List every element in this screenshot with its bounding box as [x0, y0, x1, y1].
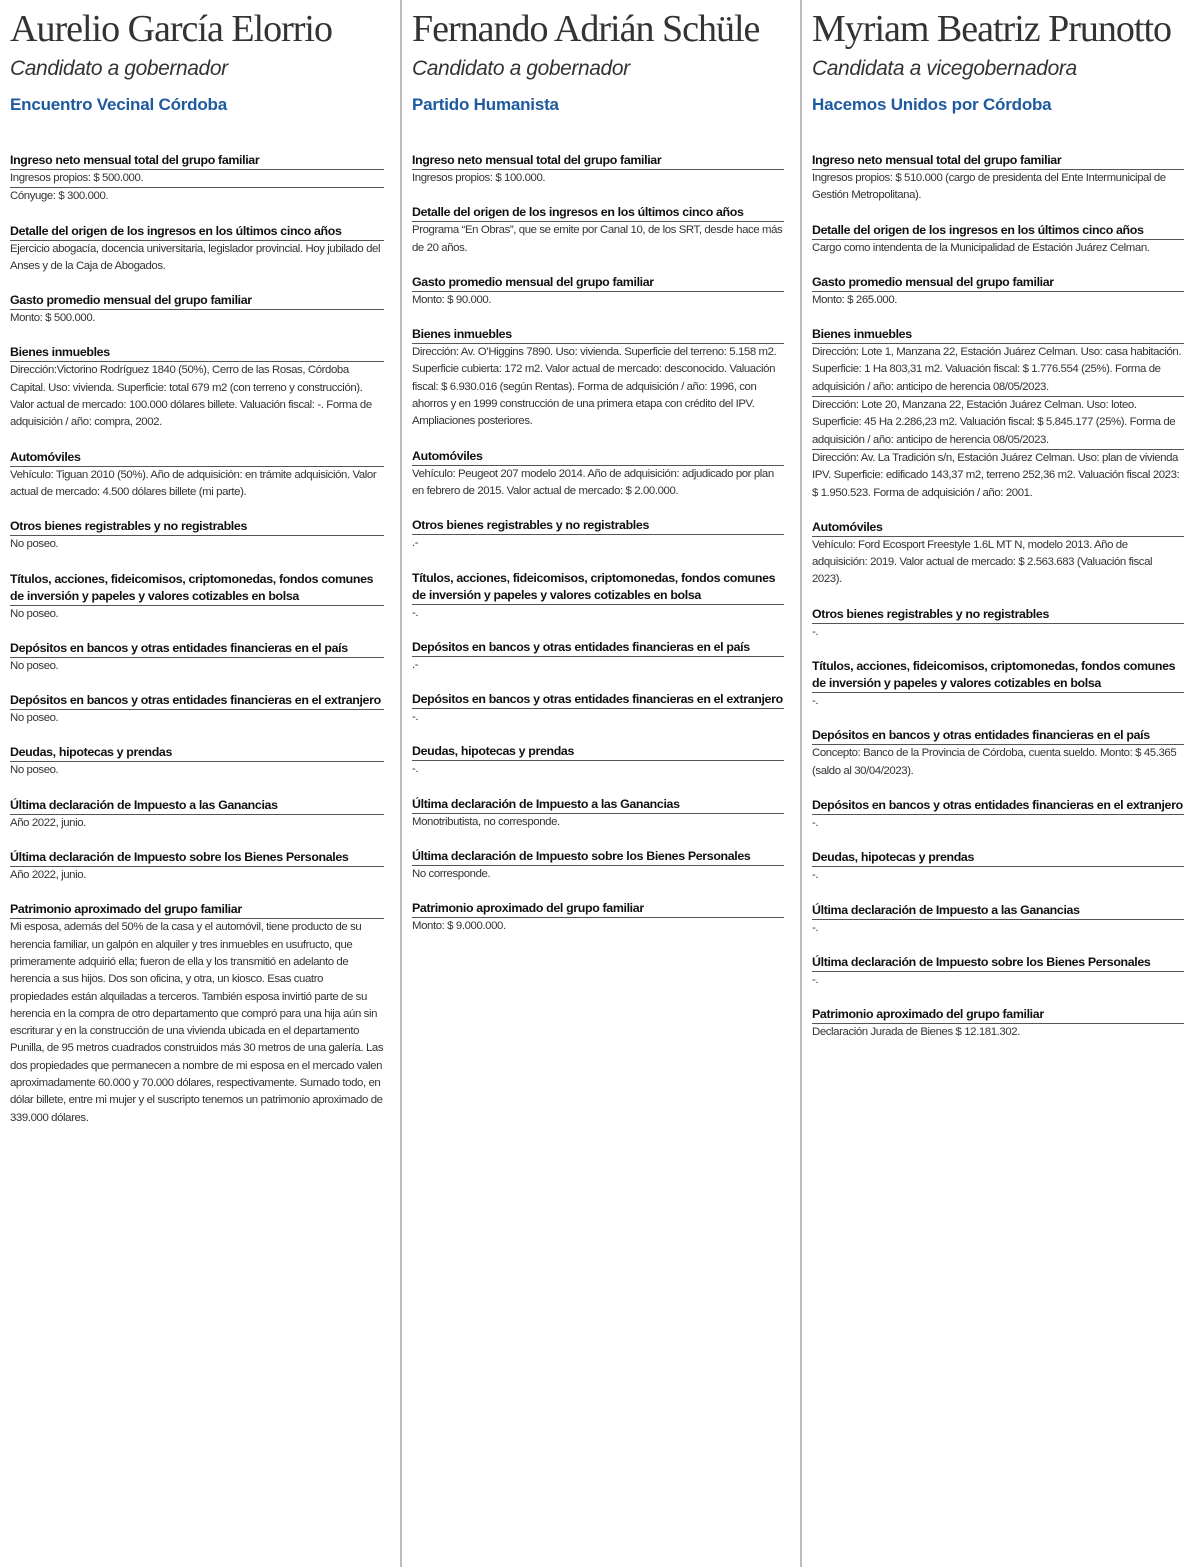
declaration-section	[412, 639, 784, 674]
declaration-section	[10, 901, 384, 1127]
section-text: -.	[812, 973, 819, 986]
declaration-section	[412, 848, 784, 883]
section-text: Cargo como intendenta de la Municipalidad de Estación Juárez Celman.	[812, 241, 1150, 254]
declaration-section	[412, 448, 784, 501]
section-title: Última declaración de Impuesto a las Ganancias	[10, 797, 384, 815]
declaration-section	[412, 326, 784, 430]
section-text: No corresponde.	[412, 868, 491, 881]
section-text: -.	[812, 695, 819, 708]
section-text: Ejercicio abogacía, docencia universitaria, legislador provincial. Hoy jubilado del Anses y de la Caja de Abogados.	[10, 242, 381, 272]
declaration-section	[10, 797, 384, 832]
section-title: Otros bienes registrables y no registrables	[10, 518, 384, 536]
candidate-column-3	[800, 0, 1200, 1567]
section-text: Ingresos propios: $ 100.000.	[412, 172, 546, 184]
section-title: Patrimonio aproximado del grupo familiar	[812, 1006, 1184, 1024]
section-title: Patrimonio aproximado del grupo familiar	[10, 901, 384, 919]
section-title: Títulos, acciones, fideicomisos, criptomonedas, fondos comunes de inversión y papeles y valores cotizables en bolsa	[10, 571, 384, 606]
section-title: Patrimonio aproximado del grupo familiar	[412, 900, 784, 918]
declaration-section	[10, 344, 384, 431]
section-title: Automóviles	[812, 519, 1184, 537]
section-text: Año 2022, junio.	[10, 869, 86, 882]
section-title: Gasto promedio mensual del grupo familiar	[812, 274, 1184, 292]
declaration-section	[812, 519, 1184, 589]
section-text: Monto: $ 500.000.	[10, 312, 96, 325]
section-title: Deudas, hipotecas y prendas	[412, 743, 784, 761]
section-text: Dirección: Lote 20, Manzana 22, Estación Juárez Celman. Uso: loteo. Superficie: 45 Ha 2.286,23 m2. Valuación fiscal: $ 5.845.177 (25%). Forma de adquisición / año: anticipo de herencia 08/05/2023.	[812, 397, 1184, 450]
section-text: Dirección: Av. O’Higgins 7890. Uso: vivienda. Superficie del terreno: 5.158 m2. Superficie cubierta: 172 m2. Valor actual de mercado: desconocido. Valuación fiscal: $ 6.930.016 (según Rentas). Forma de adquisición / año: 1996, con ahorros y en 1999 construcción de una primera etapa con crédito del IPV. Ampliaciones posteriores.	[412, 346, 777, 428]
section-title: Automóviles	[10, 449, 384, 467]
section-text: .-	[412, 537, 419, 550]
section-text: Declaración Jurada de Bienes $ 12.181.302.	[812, 1026, 1021, 1039]
section-title: Deudas, hipotecas y prendas	[812, 849, 1184, 867]
sections	[412, 152, 784, 936]
section-text: -.	[812, 921, 819, 934]
section-text: Monto: $ 90.000.	[412, 293, 492, 306]
candidate-party: Encuentro Vecinal Córdoba	[10, 95, 227, 114]
candidate-party: Hacemos Unidos por Córdoba	[812, 95, 1052, 114]
section-text: -.	[812, 625, 819, 638]
section-title: Depósitos en bancos y otras entidades financieras en el extranjero	[412, 691, 784, 709]
section-text: Año 2022, junio.	[10, 816, 86, 829]
declaration-section	[412, 570, 784, 622]
section-title: Títulos, acciones, fideicomisos, criptomonedas, fondos comunes de inversión y papeles y valores cotizables en bolsa	[812, 658, 1184, 693]
section-text: Dirección:Victorino Rodríguez 1840 (50%), Cerro de las Rosas, Córdoba Capital. Uso: vivienda. Superficie: total 679 m2 (con terreno y construcción). Valor actual de mercado: 100.000 dólares billete. Valuación fiscal: -. Forma de adquisición / año: compra, 2002.	[10, 364, 372, 429]
declaration-section	[10, 223, 384, 276]
section-text: No poseo.	[10, 712, 59, 725]
declaration-section	[10, 449, 384, 502]
section-title: Detalle del origen de los ingresos en los últimos cinco años	[10, 223, 384, 241]
section-text: Concepto: Banco de la Provincia de Córdoba, cuenta sueldo. Monto: $ 45.365 (saldo al 30/04/2023).	[812, 747, 1177, 777]
section-title: Última declaración de Impuesto sobre los Bienes Personales	[812, 954, 1184, 972]
declaration-section	[812, 902, 1184, 937]
section-text: No poseo.	[10, 659, 59, 672]
section-text: Monto: $ 9.000.000.	[412, 920, 506, 933]
section-text: -.	[412, 763, 419, 776]
section-text: Programa “En Obras”, que se emite por Canal 10, de los SRT, desde hace más de 20 años.	[412, 224, 783, 254]
declaration-section	[10, 849, 384, 884]
candidate-column-1	[0, 0, 400, 1567]
section-title: Depósitos en bancos y otras entidades financieras en el extranjero	[812, 797, 1184, 815]
declaration-section	[412, 900, 784, 935]
section-title: Otros bienes registrables y no registrables	[412, 517, 784, 535]
declaration-section	[412, 743, 784, 778]
declaration-section	[10, 152, 384, 206]
candidate-name: Myriam Beatriz Prunotto	[812, 8, 1172, 50]
declaration-section	[812, 954, 1184, 989]
declaration-section	[812, 1006, 1184, 1041]
candidate-name: Aurelio García Elorrio	[10, 8, 332, 50]
section-text: Monto: $ 265.000.	[812, 293, 898, 306]
sections	[812, 152, 1184, 1041]
section-text: -.	[812, 816, 819, 829]
declaration-section	[812, 326, 1184, 502]
section-title: Deudas, hipotecas y prendas	[10, 744, 384, 762]
section-text: No poseo.	[10, 764, 59, 777]
section-title: Otros bienes registrables y no registrables	[812, 606, 1184, 624]
declaration-section	[10, 571, 384, 623]
section-text: -.	[412, 711, 419, 724]
candidate-party: Partido Humanista	[412, 95, 559, 114]
declaration-section	[412, 691, 784, 726]
declaration-section	[812, 727, 1184, 780]
section-text: No poseo.	[10, 538, 59, 551]
section-title: Depósitos en bancos y otras entidades financieras en el país	[412, 639, 784, 657]
declaration-section	[412, 517, 784, 552]
declaration-section	[10, 292, 384, 327]
section-title: Gasto promedio mensual del grupo familiar	[412, 274, 784, 292]
declaration-section	[812, 152, 1184, 205]
section-title: Ingreso neto mensual total del grupo familiar	[412, 152, 784, 170]
section-text: Vehículo: Ford Ecosport Freestyle 1.6L MT N, modelo 2013. Año de adquisición: 2019. Valor actual de mercado: $ 2.563.683 (Valuación fiscal 2023).	[812, 538, 1153, 586]
declaration-section	[812, 797, 1184, 832]
section-text: -.	[812, 869, 819, 882]
candidate-column-2	[400, 0, 800, 1567]
section-title: Depósitos en bancos y otras entidades financieras en el país	[10, 640, 384, 658]
declaration-section	[412, 274, 784, 309]
section-title: Depósitos en bancos y otras entidades financieras en el país	[812, 727, 1184, 745]
section-title: Gasto promedio mensual del grupo familiar	[10, 292, 384, 310]
section-title: Bienes inmuebles	[412, 326, 784, 344]
declaration-section	[412, 796, 784, 831]
section-text: Ingresos propios: $ 510.000 (cargo de presidenta del Ente Intermunicipal de Gestión Metropolitana).	[812, 172, 1166, 202]
section-text: Dirección: Av. La Tradición s/n, Estación Juárez Celman. Uso: plan de vivienda IPV. Superficie: edificado 143,37 m2, terreno 252,36 m2. Valuación fiscal 2023: $ 1.950.523. Forma de adquisición / año: 2001.	[812, 451, 1180, 499]
section-title: Bienes inmuebles	[10, 344, 384, 362]
section-text: Vehículo: Peugeot 207 modelo 2014. Año de adquisición: adjudicado por plan en febrero de 2015. Valor actual de mercado: $ 2.00.000.	[412, 467, 774, 497]
declaration-section	[812, 274, 1184, 309]
section-text: No poseo.	[10, 607, 59, 620]
section-text: Dirección: Lote 1, Manzana 22, Estación Juárez Celman. Uso: casa habitación. Superficie: 1 Ha 803,31 m2. Valuación fiscal: $ 1.776.554 (25%). Forma de adquisición / año: anticipo de herencia 08/05/2023.	[812, 344, 1184, 397]
declaration-section	[10, 744, 384, 779]
section-text: Monotributista, no corresponde.	[412, 815, 560, 828]
section-title: Última declaración de Impuesto a las Ganancias	[412, 796, 784, 814]
section-title: Detalle del origen de los ingresos en los últimos cinco años	[412, 204, 784, 222]
declaration-section	[10, 518, 384, 553]
section-title: Última declaración de Impuesto sobre los Bienes Personales	[412, 848, 784, 866]
section-text: Mi esposa, además del 50% de la casa y el automóvil, tiene producto de su herencia familiar, un galpón en alquiler y tres inmuebles en usufructo, que primeramente adquirió ella; fueron de ella y los transmitió en adelanto de herencia a sus hijos. Dos son oficina, y otra, un kiosco. Esas cuatro propiedades están alquiladas a terceros. También esposa invirtió parte de su herencia en la compra de otro departamento que compró para una hija aún sin escriturar y en la construcción de una vivienda ubicada en el departamento Punilla, de 95 metros cuadrados construidos más 30 metros de una galería. Las dos propiedades que permanecen a nombre de mi esposa en el mercado valen aproximadamente 60.000 y 70.000 dólares, respectivamente. Sumado todo, en dólar billete, entre mi mujer y el suscripto tenemos un patrimonio aproximado de 339.000 dólares.	[10, 921, 384, 1124]
candidate-role: Candidato a gobernador	[10, 57, 228, 80]
section-text: Ingresos propios: $ 500.000.	[10, 170, 384, 188]
section-title: Títulos, acciones, fideicomisos, criptomonedas, fondos comunes de inversión y papeles y valores cotizables en bolsa	[412, 570, 784, 605]
declaration-section	[812, 849, 1184, 884]
section-text: -.	[412, 606, 419, 619]
candidate-role: Candidata a vicegobernadora	[812, 57, 1077, 80]
declaration-section	[812, 606, 1184, 641]
section-title: Ingreso neto mensual total del grupo familiar	[812, 152, 1184, 170]
section-title: Bienes inmuebles	[812, 326, 1184, 344]
section-title: Automóviles	[412, 448, 784, 466]
sections	[10, 152, 384, 1127]
declaration-section	[10, 640, 384, 675]
declaration-section	[812, 222, 1184, 257]
section-title: Última declaración de Impuesto a las Ganancias	[812, 902, 1184, 920]
candidate-name: Fernando Adrián Schüle	[412, 8, 760, 50]
candidate-role: Candidato a gobernador	[412, 57, 630, 80]
section-title: Depósitos en bancos y otras entidades financieras en el extranjero	[10, 692, 384, 710]
declaration-section	[812, 658, 1184, 710]
section-text: Cónyuge: $ 300.000.	[10, 190, 109, 203]
section-text: .-	[412, 658, 419, 671]
section-title: Ingreso neto mensual total del grupo familiar	[10, 152, 384, 170]
declaration-section	[412, 152, 784, 187]
declaration-section	[10, 692, 384, 727]
section-text: Vehículo: Tiguan 2010 (50%). Año de adquisición: en trámite adquisición. Valor actual de mercado: 4.500 dólares billete (mi parte).	[10, 468, 377, 498]
section-title: Última declaración de Impuesto sobre los Bienes Personales	[10, 849, 384, 867]
section-title: Detalle del origen de los ingresos en los últimos cinco años	[812, 222, 1184, 240]
declaration-section	[412, 204, 784, 257]
